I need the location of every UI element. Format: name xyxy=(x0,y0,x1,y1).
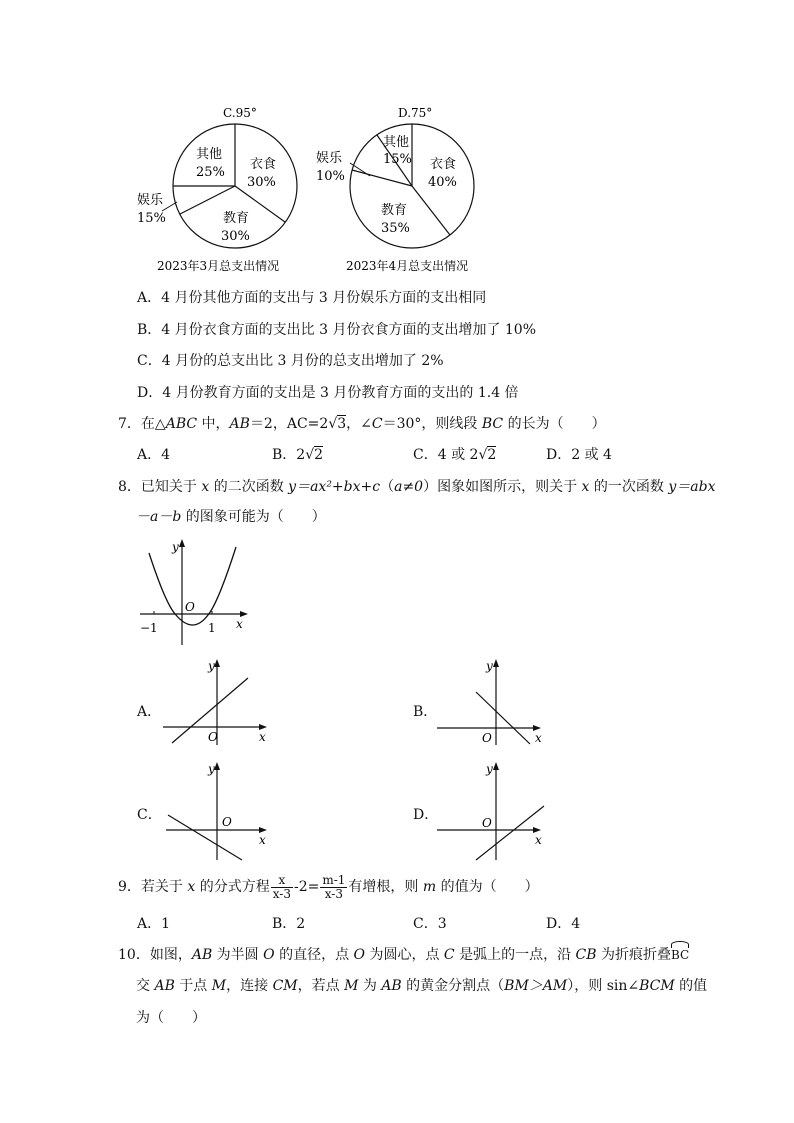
q8-condition: a≠0 xyxy=(394,479,424,495)
left-pie-label-entertainment: 娱乐 xyxy=(137,193,164,208)
q10-o: O xyxy=(353,947,366,963)
fraction-numerator: x xyxy=(271,874,293,888)
q10-angle: BCM xyxy=(639,978,675,994)
q8-option-d-graph xyxy=(434,760,548,862)
q9-option-c: C．3 xyxy=(413,916,447,932)
q8-parabola-graph xyxy=(136,537,256,649)
x-axis-label: x xyxy=(535,731,542,745)
q10-arc-bc: BC xyxy=(671,945,689,965)
q8-text: 的二次函数 xyxy=(209,479,289,495)
right-pie-divider xyxy=(412,186,450,235)
q10-stem-line3: 为（ ） xyxy=(136,1010,206,1026)
y-axis-label: y xyxy=(208,659,215,673)
q10-text: 的黄金分割点（ xyxy=(401,978,505,994)
right-pie-value-other: 15% xyxy=(383,152,412,167)
q9-text: 9．若关于 xyxy=(118,879,188,895)
y-axis-label: y xyxy=(172,540,179,554)
y-axis-arrow-icon xyxy=(179,539,185,547)
q8-option-c-label: C． xyxy=(137,807,162,823)
q7-option-c-text: C．4 或 2 xyxy=(413,447,479,463)
q10-condition: BM＞AM xyxy=(504,978,568,994)
origin-label: O xyxy=(482,731,492,745)
left-pie-value-entertainment: 15% xyxy=(137,211,166,226)
q9-option-d: D．4 xyxy=(546,916,581,932)
q10-m: M xyxy=(211,978,227,994)
q7-option-c xyxy=(413,446,496,464)
q10-text: ），则 sin∠ xyxy=(567,978,640,994)
right-pie-caption: 2023年4月总支出情况 xyxy=(346,259,469,273)
q10-stem-line1 xyxy=(118,945,689,965)
origin-label: O xyxy=(185,600,195,614)
q10-text: 是弧上的一点，沿 xyxy=(454,947,576,963)
origin-label: O xyxy=(208,730,218,744)
q9-option-b: B．2 xyxy=(272,916,306,932)
right-pie-label-clothing: 衣食 xyxy=(430,157,457,172)
q10-text: 为折痕折叠 xyxy=(596,947,671,963)
q8-option-d-label: D． xyxy=(413,807,439,823)
q9-stem xyxy=(118,872,539,902)
q10-text: ，若点 xyxy=(297,978,345,994)
left-pie-divider xyxy=(180,186,235,214)
q7-sqrt-value: 3 xyxy=(337,416,347,432)
q8-option-a-label: A． xyxy=(137,704,162,720)
q8-option-a-graph xyxy=(160,657,272,747)
left-pie-caption: 2023年3月总支出情况 xyxy=(157,259,280,273)
q7-stem xyxy=(118,414,606,434)
q10-cb: CB xyxy=(575,947,597,963)
q8-text: 8．已知关于 xyxy=(118,479,202,495)
q10-text: 于点 xyxy=(174,978,212,994)
q8-text: （ xyxy=(380,479,395,495)
left-pie-value-clothing: 30% xyxy=(247,175,276,190)
q10-text: 10．如图， xyxy=(118,947,192,963)
x-axis-label: x xyxy=(259,730,266,744)
pie-charts-figure xyxy=(120,98,500,280)
q8-text: ）图象如图所示，则关于 xyxy=(423,479,582,495)
q9-var-m: m xyxy=(422,879,437,895)
q7-triangle: ABC xyxy=(165,416,198,432)
sqrt-icon: √ xyxy=(478,447,488,463)
q8-var-x: x xyxy=(201,479,210,495)
q10-ab: AB xyxy=(381,978,402,994)
q7-angle-c: C xyxy=(371,416,383,432)
x-axis-label: x xyxy=(535,833,542,847)
q9-fraction-2 xyxy=(320,874,347,901)
left-pie-option-label: C.95° xyxy=(223,106,257,120)
right-pie-leader xyxy=(350,163,370,176)
q8-function: y＝ax²+bx+c xyxy=(288,479,381,495)
y-axis-arrow-icon xyxy=(214,762,220,770)
left-pie-label-education: 教育 xyxy=(223,211,250,226)
q7-option-b-text: B．2 xyxy=(272,447,306,463)
q8-option-c-graph xyxy=(160,760,272,862)
q9-var-x: x xyxy=(187,879,196,895)
q7-ab: AB xyxy=(229,416,250,432)
q10-ab: AB xyxy=(154,978,175,994)
q10-text: 交 xyxy=(136,978,155,994)
q10-text: 的直径，点 xyxy=(274,947,354,963)
q10-text: 为半圆 xyxy=(212,947,264,963)
q7-option-a: A．4 xyxy=(137,447,171,463)
q10-c: C xyxy=(443,947,455,963)
y-axis-arrow-icon xyxy=(493,762,499,770)
sqrt-icon: √ xyxy=(305,447,315,463)
q6-option-d: D．4 月份教育方面的支出是 3 月份教育方面的支出的 1.4 倍 xyxy=(137,385,519,401)
q7-bc: BC xyxy=(481,416,504,432)
x-axis-label: x xyxy=(236,617,243,631)
q10-m: M xyxy=(344,978,359,994)
right-pie-label-education: 教育 xyxy=(381,203,408,218)
fraction-numerator: m-1 xyxy=(322,872,346,887)
q10-text: 为圆心，点 xyxy=(365,947,444,963)
q9-fraction-1 xyxy=(271,874,293,901)
q10-ab: AB xyxy=(191,947,213,963)
q7-number: 7． xyxy=(118,416,141,432)
q7-option-c-radicand: 2 xyxy=(487,447,497,463)
right-pie-value-education: 35% xyxy=(381,221,410,236)
q8-stem-line2 xyxy=(136,507,326,527)
q9-text: 的值为（ ） xyxy=(436,879,539,895)
y-axis-label: y xyxy=(208,762,215,776)
q9-text: -2= xyxy=(293,879,320,895)
q10-cm: CM xyxy=(272,978,298,994)
y-axis-arrow-icon xyxy=(214,659,220,667)
q8-var-x: x xyxy=(581,479,590,495)
x-axis-label: x xyxy=(259,833,266,847)
tick-label-one: 1 xyxy=(208,621,216,635)
q8-linear-function: y＝abx xyxy=(668,479,716,495)
y-axis-arrow-icon xyxy=(493,659,499,667)
q7-text: ＝2，AC=2 xyxy=(249,416,329,432)
q7-text: ，∠ xyxy=(346,416,372,432)
right-pie-label-other: 其他 xyxy=(383,135,410,150)
origin-label: O xyxy=(482,816,492,830)
left-pie-label-clothing: 衣食 xyxy=(250,157,277,172)
q7-option-d: D．2 或 4 xyxy=(546,447,612,463)
sqrt-icon: √ xyxy=(328,416,338,432)
q8-expression: －a－b xyxy=(136,509,182,525)
q9-text: 有增根，则 xyxy=(348,879,423,895)
q10-text: 的值 xyxy=(674,978,708,994)
q7-option-b-radicand: 2 xyxy=(314,447,324,463)
q10-text: 为 xyxy=(358,978,382,994)
q9-option-a: A．1 xyxy=(137,916,171,932)
q7-text: 中， xyxy=(197,416,230,432)
q10-stem-line2 xyxy=(136,976,707,996)
right-pie-value-clothing: 40% xyxy=(428,175,457,190)
fraction-denominator: x-3 xyxy=(272,886,291,901)
linear-function-line xyxy=(476,806,544,860)
q10-o: O xyxy=(263,947,275,963)
q8-stem-line1 xyxy=(118,477,715,497)
q8-text: 的一次函数 xyxy=(589,479,669,495)
right-pie-label-entertainment: 娱乐 xyxy=(316,151,343,166)
q6-option-a: A．4 月份其他方面的支出与 3 月份娱乐方面的支出相同 xyxy=(137,290,487,306)
right-pie-option-label: D.75° xyxy=(398,106,433,120)
q8-text: 的图象可能为（ ） xyxy=(181,509,326,525)
tick-label-minus-one: −1 xyxy=(140,621,158,635)
q9-text: 的分式方程 xyxy=(195,879,270,895)
q6-option-b: B．4 月份衣食方面的支出比 3 月份衣食方面的支出增加了 10% xyxy=(137,322,537,338)
left-pie-leader xyxy=(162,202,177,211)
q8-option-b-graph xyxy=(434,657,546,747)
q7-text: 的长为（ ） xyxy=(503,416,606,432)
q7-text: 在△ xyxy=(140,416,166,432)
q8-option-b-label: B． xyxy=(413,704,438,720)
q6-option-c: C．4 月份的总支出比 3 月份的总支出增加了 2% xyxy=(137,353,444,369)
left-pie-value-education: 30% xyxy=(221,229,250,244)
q7-text: ＝30°，则线段 xyxy=(382,416,482,432)
q7-option-b xyxy=(272,446,323,464)
origin-label: O xyxy=(222,815,232,829)
y-axis-label: y xyxy=(486,659,493,673)
right-pie-value-entertainment: 10% xyxy=(316,169,345,184)
fraction-denominator: x-3 xyxy=(324,886,343,901)
y-axis-label: y xyxy=(486,762,493,776)
left-pie-label-other: 其他 xyxy=(196,147,223,162)
q10-text: ，连接 xyxy=(226,978,273,994)
left-pie-value-other: 25% xyxy=(196,165,225,180)
